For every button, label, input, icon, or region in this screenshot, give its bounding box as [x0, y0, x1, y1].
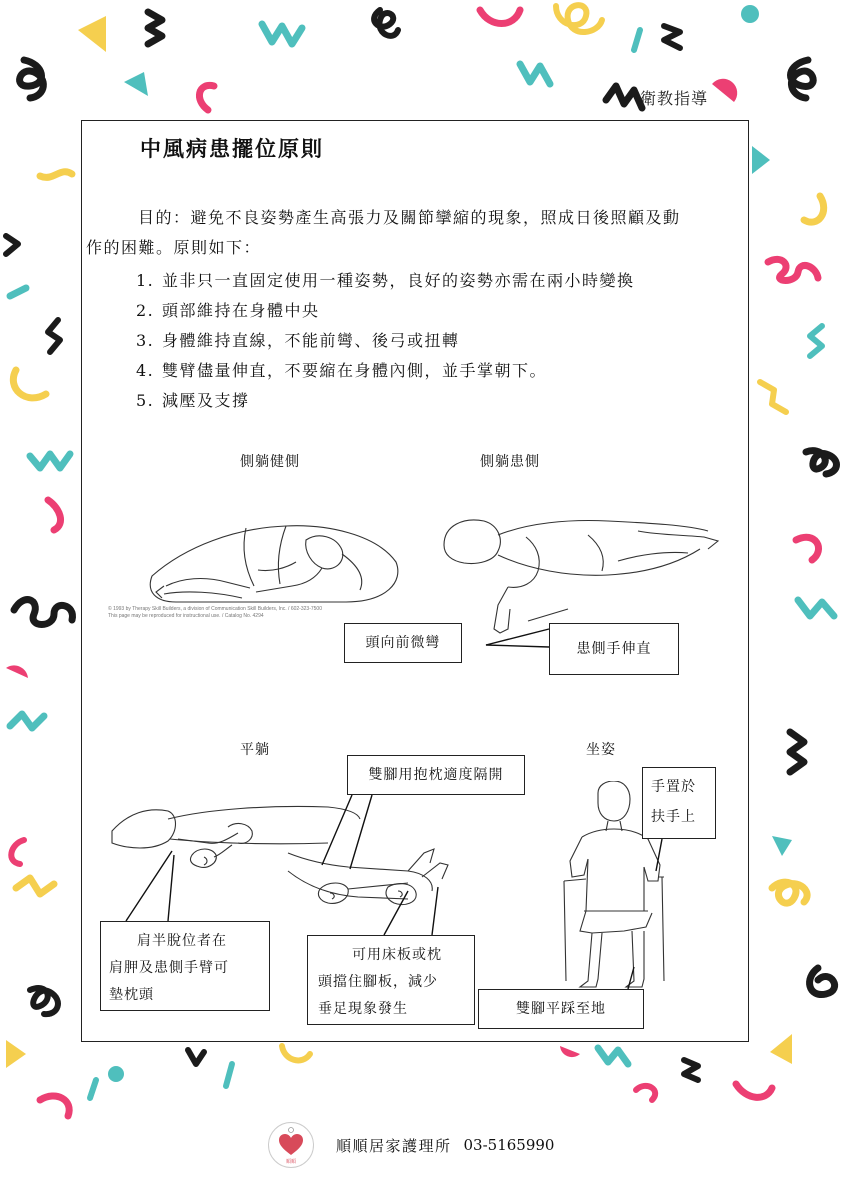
confetti-loop — [636, 1086, 655, 1100]
list-item — [136, 356, 635, 386]
list-text: 雙臂儘量伸直，不要縮在身體內側，並手掌朝下。 — [162, 361, 548, 380]
confetti-triangle — [124, 72, 148, 96]
confetti-squiggle — [48, 320, 60, 352]
callout-footboard-line-1: 可用床板或枕 — [352, 947, 442, 963]
callout-hand-armrest-line-1: 手置於 — [651, 779, 696, 795]
footer-phone: 03-5165990 — [463, 1136, 555, 1154]
confetti-halfcircle — [560, 1046, 580, 1057]
confetti-curl — [736, 1084, 772, 1097]
purpose-paragraph — [86, 203, 746, 263]
list-text: 並非只一直固定使用一種姿勢，良好的姿勢亦需在兩小時變換 — [162, 271, 635, 290]
list-number: 3. — [136, 331, 155, 350]
confetti-squiggle — [6, 236, 18, 254]
confetti-loop — [20, 60, 44, 98]
svg-text:順順: 順順 — [285, 1159, 297, 1165]
confetti-squiggle — [790, 732, 804, 772]
callout-head-forward: 頭向前微彎 — [344, 623, 462, 663]
content-card — [81, 120, 749, 1042]
list-item — [136, 266, 635, 296]
purpose-line-1 — [86, 203, 746, 233]
confetti-squiggle — [606, 86, 642, 108]
confetti-halfcircle — [770, 1034, 792, 1064]
callout-shoulder-line-2: 肩胛及患側手臂可 — [109, 960, 229, 976]
copyright-line-2: This page may be reproduced for instructional use. / Catalog No. 4294 — [108, 613, 264, 619]
callout-footboard-line-3: 垂足現象發生 — [318, 1001, 408, 1017]
purpose-text-1: 目的：避免不良姿勢產生高張力及關節攣縮的現象，照成日後照顧及動 — [138, 208, 681, 227]
confetti-curl — [804, 196, 824, 222]
confetti-squiggle — [684, 1060, 698, 1080]
caption-side-healthy: 側躺健側 — [240, 454, 300, 470]
confetti-loop — [772, 882, 807, 903]
confetti-loop — [30, 988, 58, 1014]
list-number: 5. — [136, 391, 155, 410]
caption-sitting: 坐姿 — [586, 742, 616, 758]
list-item — [136, 386, 635, 416]
list-text: 頭部維持在身體中央 — [162, 301, 320, 320]
confetti-squiggle — [30, 454, 70, 468]
confetti-squiggle — [262, 24, 302, 44]
caption-side-affected: 側躺患側 — [480, 454, 540, 470]
confetti-dot — [108, 1066, 124, 1082]
callout-footboard-line-2: 頭擋住腳板，減少 — [318, 974, 438, 990]
confetti-line — [10, 288, 26, 296]
callout-hand-armrest — [642, 767, 716, 839]
copyright-line-1: © 1993 by Therapy Skill Builders, a division of Communication Skill Builders, Inc. / 602-323-7500 — [108, 606, 322, 612]
page-title: 中風病患擺位原則 — [140, 136, 324, 161]
list-text: 身體維持直線，不能前彎、後弓或扭轉 — [162, 331, 460, 350]
confetti-curl — [48, 500, 61, 530]
clinic-logo — [268, 1122, 314, 1168]
copyright-note — [108, 606, 358, 620]
callout-footboard — [307, 935, 475, 1025]
list-number: 1. — [136, 271, 155, 290]
confetti-dot — [741, 5, 759, 23]
footer — [268, 1122, 554, 1168]
confetti-line — [634, 30, 640, 50]
confetti-curl — [796, 537, 819, 560]
list-text: 減壓及支撐 — [162, 391, 250, 410]
confetti-halfcircle — [6, 665, 28, 678]
confetti-squiggle — [188, 1050, 204, 1064]
confetti-loop — [556, 5, 602, 32]
confetti-loop — [374, 10, 398, 36]
callout-arm-straight: 患側手伸直 — [549, 623, 679, 675]
confetti-squiggle — [148, 12, 162, 44]
confetti-triangle — [752, 146, 770, 174]
confetti-squiggle — [798, 600, 834, 616]
rules-list — [136, 266, 635, 416]
list-item — [136, 326, 635, 356]
side-lying-healthy-illustration — [146, 506, 406, 616]
confetti-squiggle — [664, 26, 680, 48]
list-item — [136, 296, 635, 326]
footer-org-name: 順順居家護理所 — [336, 1136, 452, 1155]
confetti-line — [90, 1080, 96, 1098]
header-tag: 衛教指導 — [640, 89, 709, 108]
confetti-halfcircle — [712, 79, 737, 102]
confetti-curl — [282, 1046, 310, 1060]
callout-shoulder-line-3: 墊枕頭 — [109, 987, 154, 1003]
purpose-text-2: 作的困難。原則如下： — [86, 238, 262, 257]
confetti-squiggle — [810, 326, 822, 356]
confetti-squiggle — [760, 382, 786, 412]
confetti-curl — [40, 172, 72, 178]
confetti-curl — [11, 840, 24, 864]
confetti-squiggle — [16, 878, 54, 894]
confetti-line — [226, 1064, 232, 1086]
confetti-loop — [806, 451, 837, 474]
list-number: 4. — [136, 361, 155, 380]
confetti-loop — [768, 259, 818, 280]
callout-feet-flat: 雙腳平踩至地 — [478, 989, 644, 1029]
confetti-squiggle — [10, 714, 44, 728]
callout-shoulder-support — [100, 921, 270, 1011]
callout-pillow-legs: 雙腳用抱枕適度隔開 — [347, 755, 525, 795]
confetti-curl — [13, 370, 46, 398]
heart-icon — [269, 1123, 313, 1167]
confetti-curl — [480, 10, 520, 24]
confetti-loop — [791, 60, 814, 98]
list-number: 2. — [136, 301, 155, 320]
confetti-triangle — [78, 16, 106, 52]
confetti-loop — [810, 968, 835, 995]
callout-hand-armrest-line-2: 扶手上 — [651, 809, 696, 825]
confetti-loop — [14, 600, 72, 625]
confetti-squiggle — [520, 64, 550, 84]
confetti-squiggle — [598, 1048, 628, 1064]
confetti-triangle — [772, 836, 792, 856]
supine-illustration — [108, 791, 458, 931]
confetti-curl — [199, 85, 214, 110]
confetti-triangle — [6, 1040, 26, 1068]
caption-supine: 平躺 — [240, 742, 270, 758]
callout-shoulder-line-1: 肩半脫位者在 — [137, 933, 227, 949]
confetti-curl — [40, 1096, 69, 1116]
